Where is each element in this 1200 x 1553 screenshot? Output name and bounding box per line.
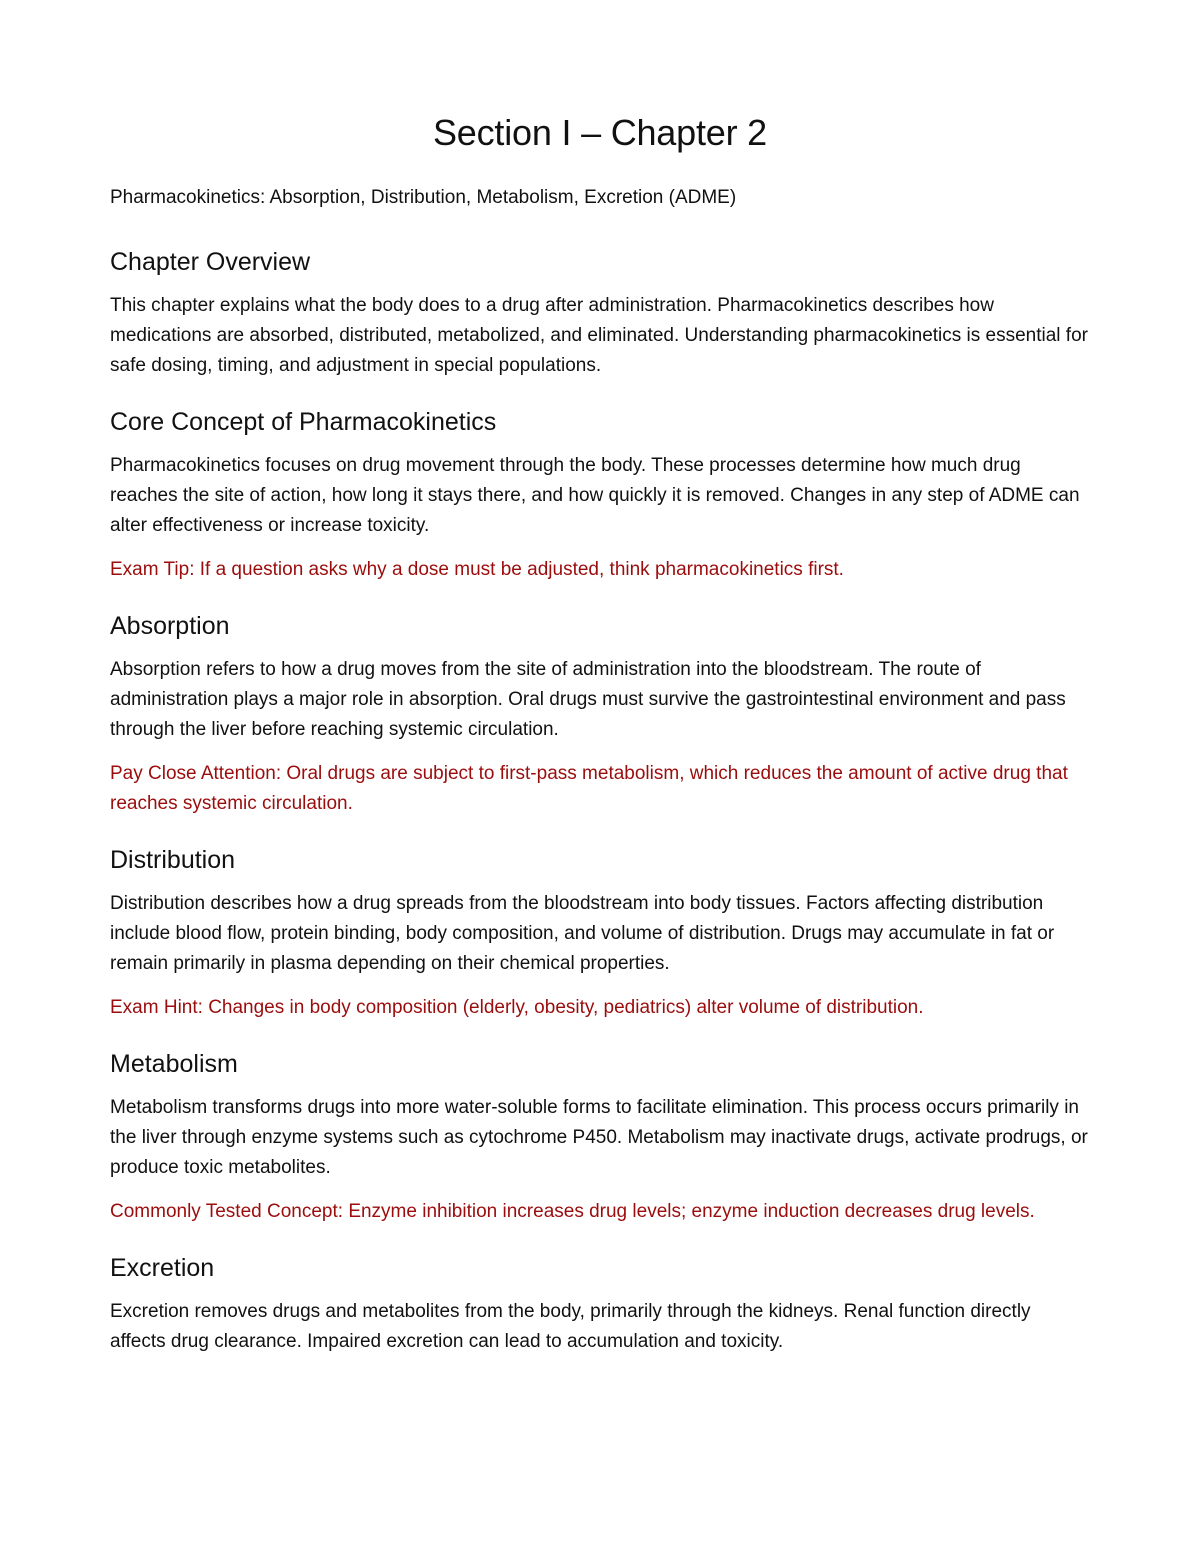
exam-tip-callout: Exam Tip: If a question asks why a dose must be adjusted, think pharmacokinetics first.: [110, 559, 844, 580]
section-body: Pharmacokinetics focuses on drug movement through the body. These processes determine how much drug reaches the site of action, how long it stays there, and how quickly it is removed. Changes in any step of ADME can alter effectiveness or increase toxicity.: [110, 455, 1080, 536]
document-page: [110, 108, 1090, 1371]
exam-hint-callout: Exam Hint: Changes in body composition (elderly, obesity, pediatrics) alter volume of distribution.: [110, 997, 924, 1018]
section-metabolism: [110, 1047, 1090, 1227]
section-heading: Metabolism: [110, 1050, 238, 1078]
section-heading: Core Concept of Pharmacokinetics: [110, 408, 497, 436]
section-body: This chapter explains what the body does to a drug after administration. Pharmacokinetics describes how medications are absorbed, distributed, metabolized, and eliminated. Understanding pharmacokinetics is essential for safe dosing, timing, and adjustment in special populations.: [110, 295, 1088, 376]
section-heading: Excretion: [110, 1254, 215, 1282]
section-distribution: [110, 843, 1090, 1023]
page-subtitle: Pharmacokinetics: Absorption, Distribution, Metabolism, Excretion (ADME): [110, 187, 737, 208]
section-body: Absorption refers to how a drug moves from the site of administration into the bloodstream. The route of administration plays a major role in absorption. Oral drugs must survive the gastrointestinal environment and pass through the liver before reaching systemic circulation.: [110, 659, 1066, 740]
page-title: Section I – Chapter 2: [432, 112, 767, 153]
section-heading: Chapter Overview: [110, 248, 311, 276]
section-excretion: [110, 1251, 1090, 1357]
section-chapter-overview: [110, 245, 1090, 381]
section-body: Distribution describes how a drug spreads from the bloodstream into body tissues. Factors affecting distribution include blood flow, protein binding, body composition, and volume of distribution. Drugs may accumulate in fat or remain primarily in plasma depending on their chemical properties.: [110, 893, 1055, 974]
section-body: Excretion removes drugs and metabolites from the body, primarily through the kidneys. Renal function directly affects drug clearance. Impaired excretion can lead to accumulation and toxicity.: [110, 1301, 1031, 1352]
pay-close-attention-callout: Pay Close Attention: Oral drugs are subject to first-pass metabolism, which reduces the amount of active drug that reaches systemic circulation.: [110, 763, 1068, 814]
section-core-concept: [110, 405, 1090, 585]
commonly-tested-callout: Commonly Tested Concept: Enzyme inhibition increases drug levels; enzyme induction decreases drug levels.: [110, 1201, 1035, 1222]
section-heading: Absorption: [110, 612, 230, 640]
section-body: Metabolism transforms drugs into more water-soluble forms to facilitate elimination. This process occurs primarily in the liver through enzyme systems such as cytochrome P450. Metabolism may inactivate drugs, activate prodrugs, or produce toxic metabolites.: [110, 1097, 1088, 1178]
section-absorption: [110, 609, 1090, 819]
section-heading: Distribution: [110, 846, 236, 874]
